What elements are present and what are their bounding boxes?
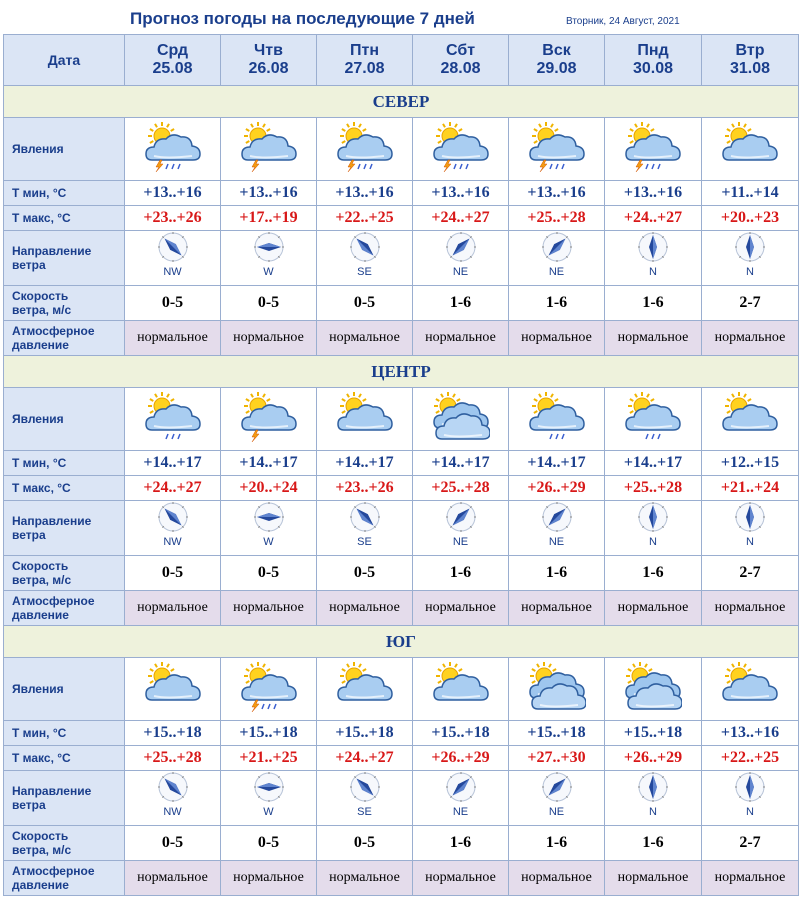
tmin-value: +14..+17 xyxy=(125,451,221,476)
sun-clouds-icon xyxy=(413,388,509,451)
day-name: Птн xyxy=(350,42,379,59)
wind-dir-row xyxy=(4,771,799,826)
wind-arrow-icon xyxy=(637,520,669,537)
pressure-value: нормальное xyxy=(509,591,605,626)
day-name: Втр xyxy=(735,42,765,59)
tmax-value: +24..+27 xyxy=(413,206,509,231)
wind-dir-label-2: ветра xyxy=(12,528,46,542)
sun-cloud-icon xyxy=(702,118,799,181)
day-name: Чтв xyxy=(254,42,283,59)
wind-dir-text: N xyxy=(746,536,754,548)
wind-dir-label xyxy=(4,231,125,286)
sun-cloud-rain-thunder-icon xyxy=(221,658,317,721)
tmax-label: Т макс, °С xyxy=(4,206,125,231)
wind-direction xyxy=(317,771,413,826)
wind-speed-value: 0-5 xyxy=(221,826,317,861)
pressure-value: нормальное xyxy=(509,861,605,896)
wind-arrow-icon xyxy=(157,520,189,537)
tmax-value: +20..+23 xyxy=(702,206,799,231)
wind-dir-label-1: Направление xyxy=(12,244,92,258)
tmax-value: +22..+25 xyxy=(317,206,413,231)
day-header xyxy=(413,35,509,86)
tmax-value: +25..+28 xyxy=(509,206,605,231)
wind-speed-value: 1-6 xyxy=(413,556,509,591)
day-header xyxy=(702,35,799,86)
wind-speed-label-1: Скорость xyxy=(12,829,69,843)
region-row xyxy=(4,86,799,118)
sun-cloud-icon xyxy=(317,658,413,721)
sun-clouds-icon xyxy=(605,658,702,721)
tmax-value: +26..+29 xyxy=(413,746,509,771)
sun-cloud-rain-icon xyxy=(605,388,702,451)
pressure-value: нормальное xyxy=(317,321,413,356)
wind-speed-value: 0-5 xyxy=(125,826,221,861)
pressure-value: нормальное xyxy=(221,861,317,896)
tmin-value: +14..+17 xyxy=(509,451,605,476)
tmax-value: +17..+19 xyxy=(221,206,317,231)
pressure-value: нормальное xyxy=(605,321,702,356)
tmin-label: Т мин, °С xyxy=(4,721,125,746)
pressure-value: нормальное xyxy=(605,861,702,896)
region-name: ЮГ xyxy=(4,626,799,658)
current-date: Вторник, 24 Август, 2021 xyxy=(566,16,680,27)
day-name: Вск xyxy=(542,42,571,59)
wind-direction xyxy=(125,501,221,556)
wind-speed-value: 1-6 xyxy=(509,556,605,591)
wind-speed-value: 2-7 xyxy=(702,826,799,861)
pressure-label-2: давление xyxy=(12,338,69,352)
tmax-value: +26..+29 xyxy=(509,476,605,501)
wind-speed-value: 1-6 xyxy=(605,286,702,321)
wind-arrow-icon xyxy=(734,790,766,807)
wind-speed-label xyxy=(4,286,125,321)
day-date: 28.08 xyxy=(440,60,481,77)
wind-dir-text: NW xyxy=(163,806,182,818)
wind-direction xyxy=(509,231,605,286)
pressure-value: нормальное xyxy=(413,321,509,356)
tmin-value: +15..+18 xyxy=(413,721,509,746)
wind-dir-text: N xyxy=(746,266,754,278)
wind-dir-row xyxy=(4,501,799,556)
day-header xyxy=(317,35,413,86)
wind-direction xyxy=(702,501,799,556)
pressure-value: нормальное xyxy=(125,591,221,626)
wind-arrow-icon xyxy=(157,790,189,807)
wind-direction xyxy=(413,501,509,556)
tmax-value: +24..+27 xyxy=(317,746,413,771)
wind-speed-value: 1-6 xyxy=(509,826,605,861)
sun-cloud-rain-thunder-icon xyxy=(605,118,702,181)
pressure-label-1: Атмосферное xyxy=(12,324,95,338)
wind-speed-value: 0-5 xyxy=(317,286,413,321)
phenomena-row xyxy=(4,388,799,451)
sun-cloud-thunder-icon xyxy=(221,388,317,451)
sun-cloud-thunder-icon xyxy=(221,118,317,181)
pressure-label-1: Атмосферное xyxy=(12,594,95,608)
tmin-value: +15..+18 xyxy=(605,721,702,746)
tmax-value: +22..+25 xyxy=(702,746,799,771)
day-date: 27.08 xyxy=(344,60,385,77)
day-header xyxy=(605,35,702,86)
wind-arrow-icon xyxy=(637,250,669,267)
tmax-label: Т макс, °С xyxy=(4,746,125,771)
wind-speed-label-2: ветра, м/с xyxy=(12,843,72,857)
day-date: 29.08 xyxy=(536,60,577,77)
wind-speed-value: 2-7 xyxy=(702,286,799,321)
day-header xyxy=(509,35,605,86)
tmin-label: Т мин, °С xyxy=(4,451,125,476)
wind-dir-text: W xyxy=(263,536,274,548)
date-label: Дата xyxy=(4,35,125,86)
wind-speed-value: 0-5 xyxy=(125,286,221,321)
wind-dir-text: NE xyxy=(452,536,469,548)
pressure-label xyxy=(4,321,125,356)
wind-dir-text: NE xyxy=(548,536,565,548)
day-date: 26.08 xyxy=(248,60,289,77)
sun-cloud-rain-thunder-icon xyxy=(509,118,605,181)
wind-speed-value: 1-6 xyxy=(509,286,605,321)
forecast-table xyxy=(3,34,799,896)
pressure-value: нормальное xyxy=(221,591,317,626)
tmax-value: +26..+29 xyxy=(605,746,702,771)
tmin-value: +12..+15 xyxy=(702,451,799,476)
tmin-row xyxy=(4,181,799,206)
wind-speed-value: 0-5 xyxy=(317,556,413,591)
wind-arrow-icon xyxy=(253,250,285,267)
sun-cloud-icon xyxy=(317,388,413,451)
tmin-label: Т мин, °С xyxy=(4,181,125,206)
pressure-label xyxy=(4,861,125,896)
wind-speed-label-2: ветра, м/с xyxy=(12,303,72,317)
wind-speed-value: 0-5 xyxy=(221,556,317,591)
pressure-value: нормальное xyxy=(221,321,317,356)
wind-direction xyxy=(317,231,413,286)
region-row xyxy=(4,356,799,388)
wind-speed-row xyxy=(4,286,799,321)
wind-arrow-icon xyxy=(445,790,477,807)
tmax-value: +23..+26 xyxy=(125,206,221,231)
wind-arrow-icon xyxy=(253,520,285,537)
wind-arrow-icon xyxy=(541,250,573,267)
pressure-value: нормальное xyxy=(605,591,702,626)
tmin-value: +15..+18 xyxy=(221,721,317,746)
wind-direction xyxy=(605,771,702,826)
wind-dir-text: N xyxy=(649,266,657,278)
wind-arrow-icon xyxy=(349,790,381,807)
pressure-label-2: давление xyxy=(12,608,69,622)
tmax-value: +21..+24 xyxy=(702,476,799,501)
wind-speed-value: 1-6 xyxy=(605,556,702,591)
wind-arrow-icon xyxy=(445,520,477,537)
day-header xyxy=(125,35,221,86)
wind-speed-label-1: Скорость xyxy=(12,289,69,303)
tmax-value: +23..+26 xyxy=(317,476,413,501)
wind-speed-label-2: ветра, м/с xyxy=(12,573,72,587)
pressure-value: нормальное xyxy=(317,591,413,626)
wind-dir-label xyxy=(4,501,125,556)
day-name: Сбт xyxy=(445,42,476,59)
tmin-value: +13..+16 xyxy=(413,181,509,206)
tmax-row xyxy=(4,476,799,501)
region-name: ЦЕНТР xyxy=(4,356,799,388)
pressure-value: нормальное xyxy=(702,861,799,896)
wind-arrow-icon xyxy=(541,790,573,807)
wind-dir-text: W xyxy=(263,266,274,278)
wind-dir-text: NW xyxy=(163,536,182,548)
wind-direction xyxy=(413,771,509,826)
wind-arrow-icon xyxy=(734,250,766,267)
wind-speed-value: 1-6 xyxy=(413,826,509,861)
wind-arrow-icon xyxy=(349,520,381,537)
tmin-value: +15..+18 xyxy=(509,721,605,746)
sun-cloud-rain-thunder-icon xyxy=(317,118,413,181)
wind-dir-label-2: ветра xyxy=(12,258,46,272)
wind-dir-text: SE xyxy=(357,266,372,278)
wind-dir-text: N xyxy=(649,536,657,548)
pressure-value: нормальное xyxy=(125,861,221,896)
wind-direction xyxy=(221,501,317,556)
tmin-value: +13..+16 xyxy=(702,721,799,746)
wind-speed-label-1: Скорость xyxy=(12,559,69,573)
wind-direction xyxy=(125,771,221,826)
tmin-value: +14..+17 xyxy=(605,451,702,476)
pressure-label-1: Атмосферное xyxy=(12,864,95,878)
day-header xyxy=(221,35,317,86)
wind-direction xyxy=(125,231,221,286)
wind-direction xyxy=(317,501,413,556)
wind-speed-row xyxy=(4,826,799,861)
pressure-value: нормальное xyxy=(413,591,509,626)
phenomena-label: Явления xyxy=(4,388,125,451)
wind-dir-text: NW xyxy=(163,266,182,278)
tmin-row xyxy=(4,721,799,746)
phenomena-label: Явления xyxy=(4,658,125,721)
wind-speed-value: 1-6 xyxy=(413,286,509,321)
tmin-value: +14..+17 xyxy=(413,451,509,476)
phenomena-row xyxy=(4,118,799,181)
title-bar xyxy=(0,0,800,34)
pressure-value: нормальное xyxy=(125,321,221,356)
wind-speed-value: 0-5 xyxy=(125,556,221,591)
wind-dir-text: W xyxy=(263,806,274,818)
wind-speed-row xyxy=(4,556,799,591)
tmin-value: +13..+16 xyxy=(317,181,413,206)
tmin-value: +15..+18 xyxy=(317,721,413,746)
tmax-value: +25..+28 xyxy=(125,746,221,771)
wind-arrow-icon xyxy=(157,250,189,267)
wind-direction xyxy=(221,771,317,826)
wind-direction xyxy=(413,231,509,286)
phenomena-row xyxy=(4,658,799,721)
sun-cloud-icon xyxy=(702,388,799,451)
phenomena-label: Явления xyxy=(4,118,125,181)
wind-dir-label-1: Направление xyxy=(12,784,92,798)
sun-clouds-icon xyxy=(509,658,605,721)
tmin-value: +13..+16 xyxy=(125,181,221,206)
wind-speed-label xyxy=(4,826,125,861)
tmax-value: +24..+27 xyxy=(605,206,702,231)
pressure-label-2: давление xyxy=(12,878,69,892)
wind-dir-text: NE xyxy=(452,266,469,278)
wind-dir-text: NE xyxy=(452,806,469,818)
wind-speed-value: 1-6 xyxy=(605,826,702,861)
tmax-value: +20..+24 xyxy=(221,476,317,501)
tmax-row xyxy=(4,746,799,771)
tmax-label: Т макс, °С xyxy=(4,476,125,501)
sun-cloud-rain-thunder-icon xyxy=(413,118,509,181)
region-row xyxy=(4,626,799,658)
pressure-row xyxy=(4,861,799,896)
wind-direction xyxy=(605,501,702,556)
wind-speed-value: 0-5 xyxy=(221,286,317,321)
wind-direction xyxy=(509,771,605,826)
pressure-value: нормальное xyxy=(702,321,799,356)
tmin-value: +13..+16 xyxy=(605,181,702,206)
wind-arrow-icon xyxy=(253,790,285,807)
pressure-value: нормальное xyxy=(413,861,509,896)
tmax-value: +21..+25 xyxy=(221,746,317,771)
wind-dir-text: SE xyxy=(357,536,372,548)
sun-cloud-icon xyxy=(702,658,799,721)
sun-cloud-rain-icon xyxy=(125,388,221,451)
wind-direction xyxy=(605,231,702,286)
tmax-value: +25..+28 xyxy=(413,476,509,501)
wind-dir-text: N xyxy=(649,806,657,818)
pressure-value: нормальное xyxy=(317,861,413,896)
wind-direction xyxy=(221,231,317,286)
day-date: 25.08 xyxy=(152,60,193,77)
tmax-value: +27..+30 xyxy=(509,746,605,771)
wind-dir-text: N xyxy=(746,806,754,818)
wind-speed-value: 2-7 xyxy=(702,556,799,591)
tmin-value: +14..+17 xyxy=(221,451,317,476)
tmax-row xyxy=(4,206,799,231)
pressure-label xyxy=(4,591,125,626)
tmin-value: +13..+16 xyxy=(221,181,317,206)
day-name: Пнд xyxy=(637,42,669,59)
page-title: Прогноз погоды на последующие 7 дней xyxy=(130,9,475,28)
wind-arrow-icon xyxy=(541,520,573,537)
wind-direction xyxy=(509,501,605,556)
day-name: Срд xyxy=(156,42,189,59)
pressure-value: нормальное xyxy=(509,321,605,356)
tmin-row xyxy=(4,451,799,476)
tmin-value: +13..+16 xyxy=(509,181,605,206)
wind-speed-label xyxy=(4,556,125,591)
sun-cloud-icon xyxy=(125,658,221,721)
sun-cloud-rain-icon xyxy=(509,388,605,451)
wind-direction xyxy=(702,231,799,286)
wind-arrow-icon xyxy=(445,250,477,267)
day-date: 31.08 xyxy=(729,60,771,77)
sun-cloud-rain-thunder-icon xyxy=(125,118,221,181)
header-row xyxy=(4,35,799,86)
region-name: СЕВЕР xyxy=(4,86,799,118)
tmin-value: +15..+18 xyxy=(125,721,221,746)
wind-dir-row xyxy=(4,231,799,286)
wind-dir-label xyxy=(4,771,125,826)
wind-dir-label-1: Направление xyxy=(12,514,92,528)
pressure-value: нормальное xyxy=(702,591,799,626)
wind-dir-text: NE xyxy=(548,266,565,278)
wind-arrow-icon xyxy=(637,790,669,807)
day-date: 30.08 xyxy=(632,60,674,77)
tmin-value: +11..+14 xyxy=(702,181,799,206)
pressure-row xyxy=(4,321,799,356)
wind-arrow-icon xyxy=(349,250,381,267)
pressure-row xyxy=(4,591,799,626)
tmax-value: +24..+27 xyxy=(125,476,221,501)
wind-dir-text: SE xyxy=(357,806,372,818)
wind-dir-label-2: ветра xyxy=(12,798,46,812)
tmax-value: +25..+28 xyxy=(605,476,702,501)
wind-direction xyxy=(702,771,799,826)
wind-dir-text: NE xyxy=(548,806,565,818)
sun-cloud-icon xyxy=(413,658,509,721)
wind-speed-value: 0-5 xyxy=(317,826,413,861)
wind-arrow-icon xyxy=(734,520,766,537)
tmin-value: +14..+17 xyxy=(317,451,413,476)
